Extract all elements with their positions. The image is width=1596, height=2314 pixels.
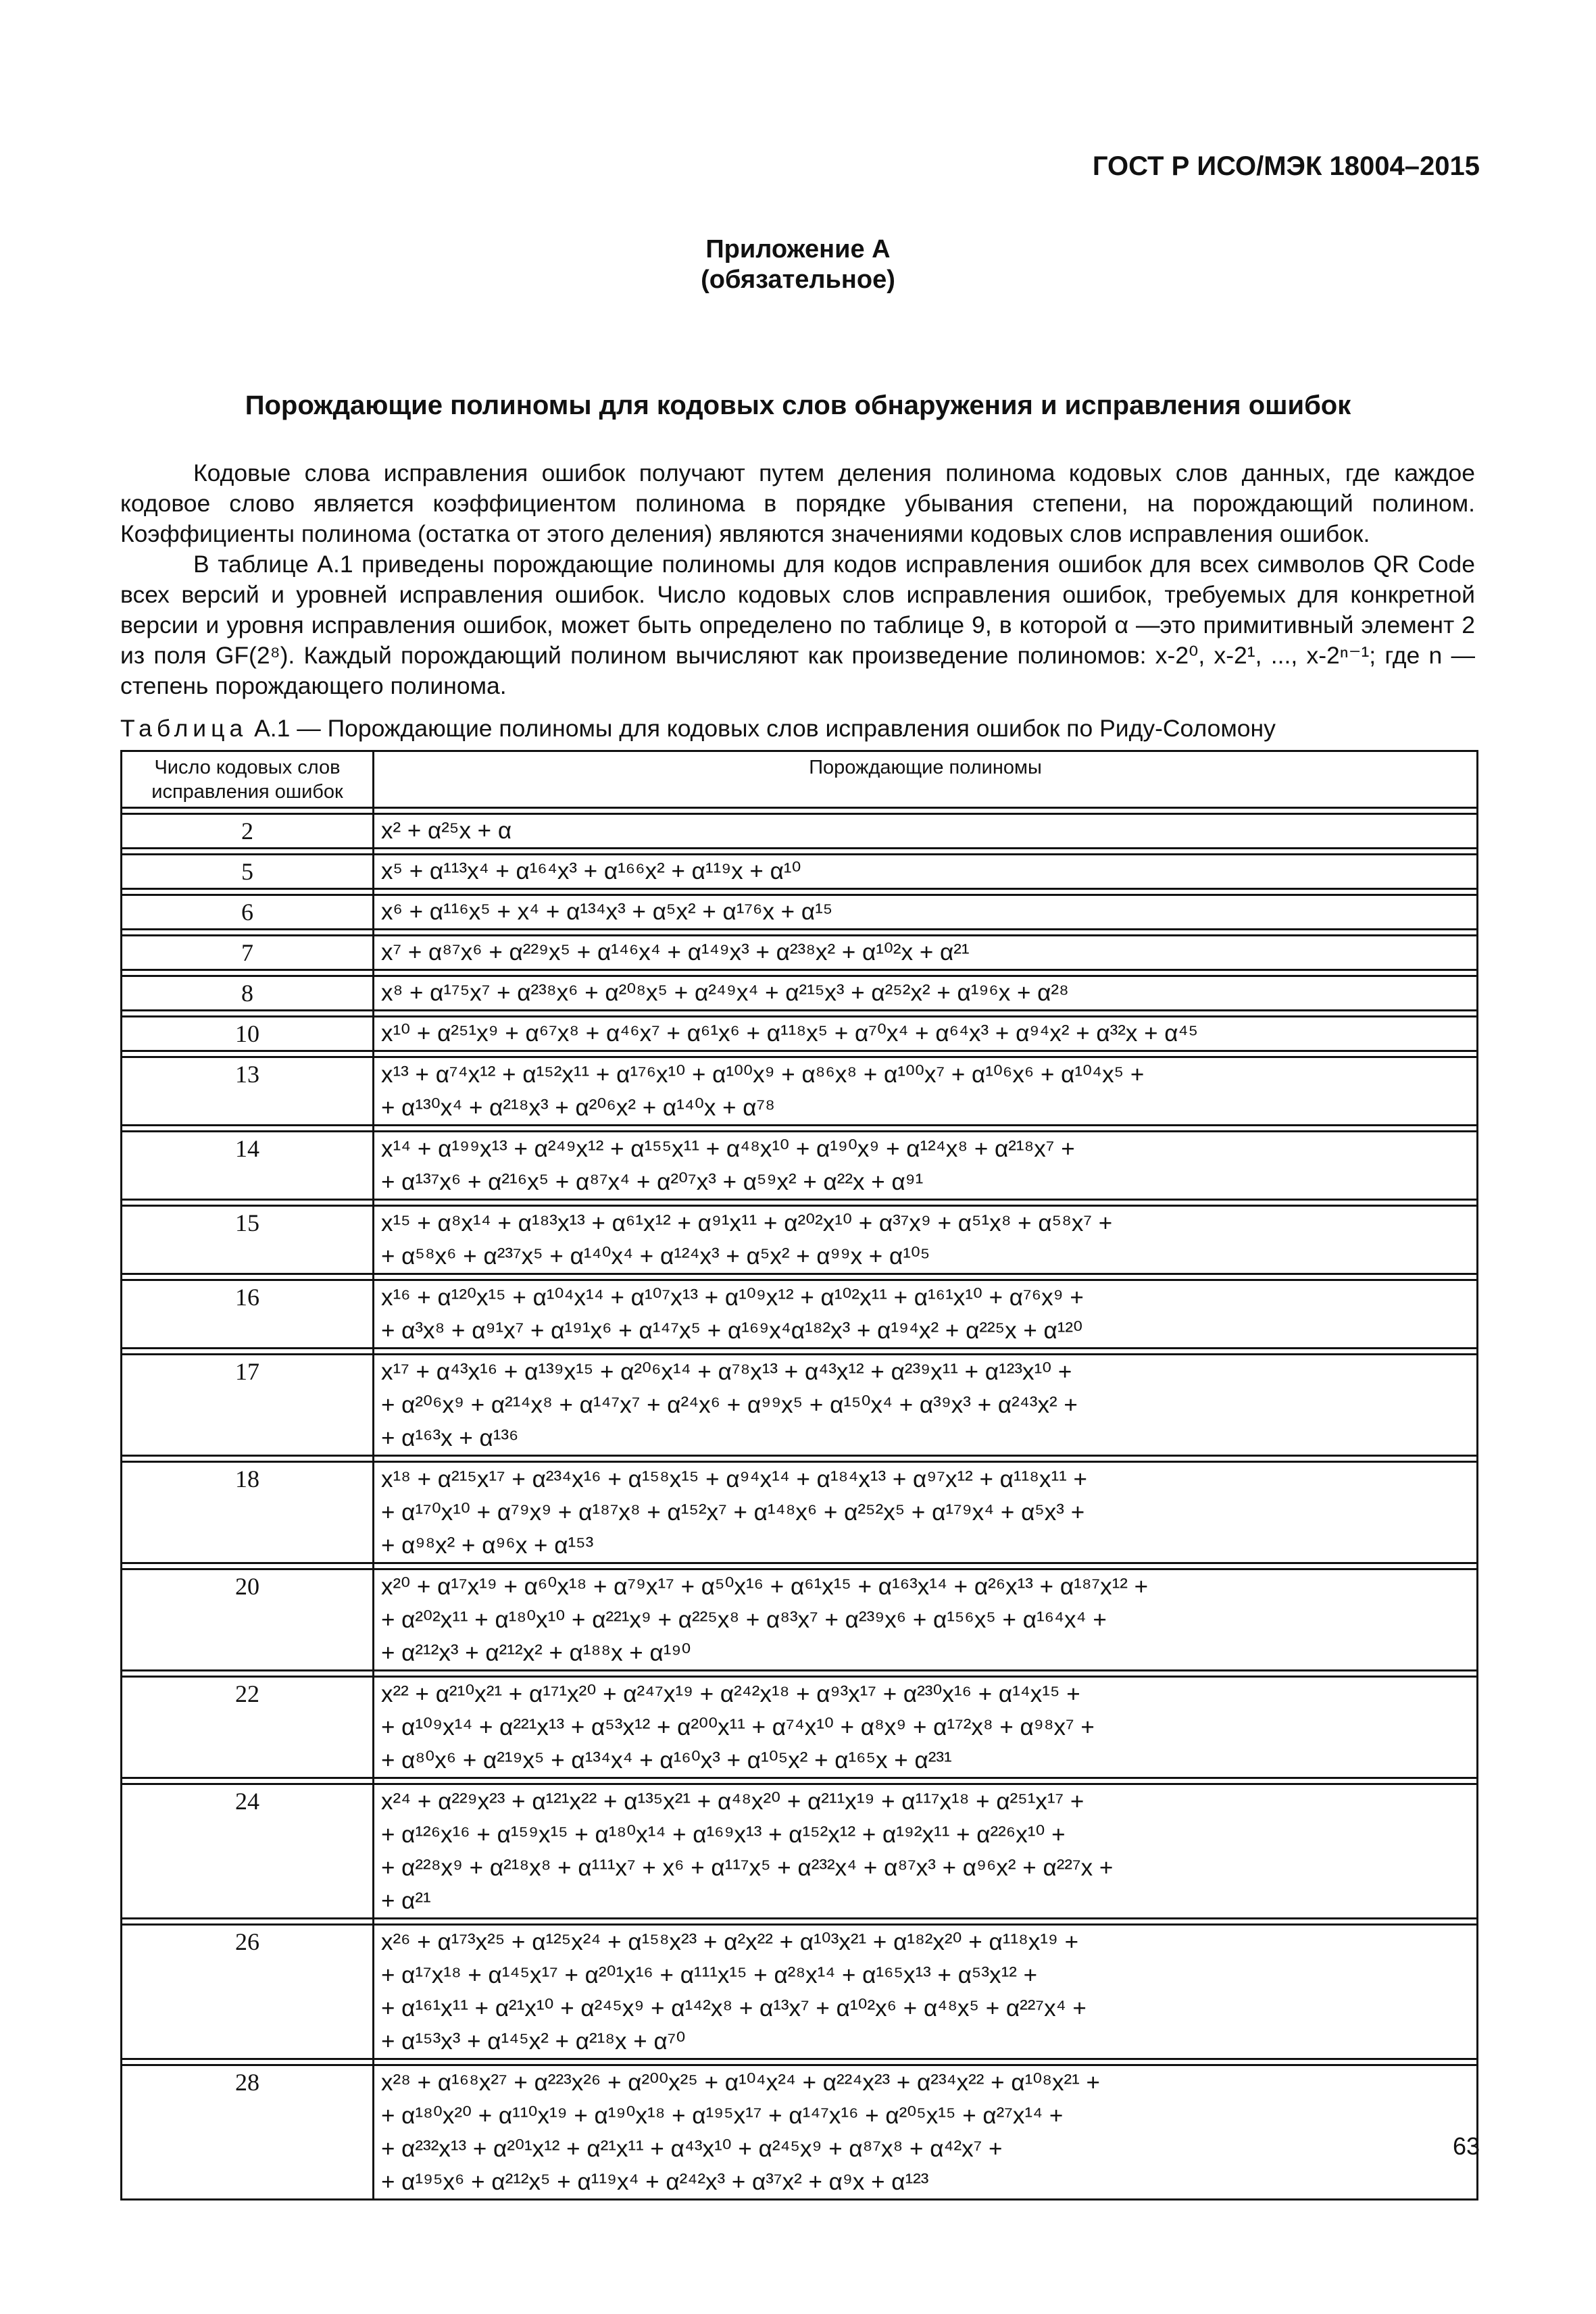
table-row xyxy=(122,814,1478,849)
appendix-title: Приложение А xyxy=(705,235,891,263)
row-separator xyxy=(122,1126,1478,1132)
table-row xyxy=(122,1017,1478,1051)
polynomial-cell: x²⁸ + α¹⁶⁸x²⁷ + α²²³x²⁶ + α²⁰⁰x²⁵ + α¹⁰⁴x²⁴ + α²²⁴x²³ + α²³⁴x²² + α¹⁰⁸x²¹ + + α¹⁸⁰x²⁰ + α¹¹⁰x¹⁹ + α¹⁹⁰x¹⁸ + α¹⁹⁵x¹⁷ + α¹⁴⁷x¹⁶ + α²⁰⁵x¹⁵ + α²⁷x¹⁴ + + α²³²x¹³ + α²⁰¹x¹² + α²¹x¹¹ + α⁴³x¹⁰ + α²⁴⁵x⁹ + α⁸⁷x⁸ + α⁴²x⁷ + + α¹⁹⁵x⁶ + α²¹²x⁵ + α¹¹⁹x⁴ + α²⁴²x³ + α³⁷x² + α⁹x + α¹²³ xyxy=(374,2065,1478,2200)
column-header-polynomials: Порождающие полиномы xyxy=(374,751,1478,808)
codeword-count-cell: 6 xyxy=(122,895,374,930)
polynomial-cell: x¹⁸ + α²¹⁵x¹⁷ + α²³⁴x¹⁶ + α¹⁵⁸x¹⁵ + α⁹⁴x¹⁴ + α¹⁸⁴x¹³ + α⁹⁷x¹² + α¹¹⁸x¹¹ + + α¹⁷⁰x¹⁰ + α⁷⁹x⁹ + α¹⁸⁷x⁸ + α¹⁵²x⁷ + α¹⁴⁸x⁶ + α²⁵²x⁵ + α¹⁷⁹x⁴ + α⁵x³ + + α⁹⁸x² + α⁹⁶x + α¹⁵³ xyxy=(374,1462,1478,1563)
row-separator xyxy=(122,1919,1478,1925)
table-row xyxy=(122,1057,1478,1126)
paragraph: В таблице А.1 приведены порождающие полиномы для кодов исправления ошибок для всех символов QR Code всех версий и уровней исправления ошибок. Число кодовых слов исправления ошибок, требуемых для конкретной версии и уровня исправления ошибок, может быть определено по таблице 9, в которой α —это примитивный элемент 2 из поля GF(2⁸). Каждый порождающий полином вычисляют как произведение полиномов: x-2⁰, x-2¹, ..., x-2ⁿ⁻¹; где n — степень порождающего полинома. xyxy=(120,551,1475,699)
paragraph: Кодовые слова исправления ошибок получают путем деления полинома кодовых слов данных, где каждое кодовое слово является коэффициентом полинома в порядке убывания степени, на порождающий полином. Коэффициенты полинома (остатка от этого деления) являются значениями кодовых слов исправления ошибок. xyxy=(120,459,1475,547)
table-row xyxy=(122,895,1478,930)
codeword-count-cell: 8 xyxy=(122,976,374,1011)
row-separator xyxy=(122,2059,1478,2065)
row-separator xyxy=(122,1778,1478,1784)
row-separator xyxy=(122,930,1478,936)
row-separator xyxy=(122,1274,1478,1280)
polynomial-cell: x¹³ + α⁷⁴x¹² + α¹⁵²x¹¹ + α¹⁷⁶x¹⁰ + α¹⁰⁰x⁹ + α⁸⁶x⁸ + α¹⁰⁰x⁷ + α¹⁰⁶x⁶ + α¹⁰⁴x⁵ + + α¹³⁰x⁴ + α²¹⁸x³ + α²⁰⁶x² + α¹⁴⁰x + α⁷⁸ xyxy=(374,1057,1478,1126)
codeword-count-cell: 2 xyxy=(122,814,374,849)
codeword-count-cell: 14 xyxy=(122,1132,374,1200)
table-row xyxy=(122,936,1478,970)
codeword-count-cell: 5 xyxy=(122,855,374,889)
table-row xyxy=(122,1206,1478,1274)
codeword-count-cell: 20 xyxy=(122,1569,374,1671)
table-caption xyxy=(120,715,1276,743)
codeword-count-cell: 26 xyxy=(122,1925,374,2059)
table-row xyxy=(122,1280,1478,1349)
polynomial-cell: x¹⁴ + α¹⁹⁹x¹³ + α²⁴⁹x¹² + α¹⁵⁵x¹¹ + α⁴⁸x¹⁰ + α¹⁹⁰x⁹ + α¹²⁴x⁸ + α²¹⁸x⁷ + + α¹³⁷x⁶ + α²¹⁶x⁵ + α⁸⁷x⁴ + α²⁰⁷x³ + α⁵⁹x² + α²²x + α⁹¹ xyxy=(374,1132,1478,1200)
table-row xyxy=(122,1569,1478,1671)
table-caption-label: Таблица xyxy=(120,715,248,742)
page-number: 63 xyxy=(1452,2132,1480,2160)
table-row xyxy=(122,1462,1478,1563)
codeword-count-cell: 7 xyxy=(122,936,374,970)
polynomial-cell: x¹⁵ + α⁸x¹⁴ + α¹⁸³x¹³ + α⁶¹x¹² + α⁹¹x¹¹ + α²⁰²x¹⁰ + α³⁷x⁹ + α⁵¹x⁸ + α⁵⁸x⁷ + + α⁵⁸x⁶ + α²³⁷x⁵ + α¹⁴⁰x⁴ + α¹²⁴x³ + α⁵x² + α⁹⁹x + α¹⁰⁵ xyxy=(374,1206,1478,1274)
polynomial-cell: x⁶ + α¹¹⁶x⁵ + x⁴ + α¹³⁴x³ + α⁵x² + α¹⁷⁶x + α¹⁵ xyxy=(374,895,1478,930)
row-separator xyxy=(122,1051,1478,1057)
codeword-count-cell: 10 xyxy=(122,1017,374,1051)
polynomial-cell: x⁸ + α¹⁷⁵x⁷ + α²³⁸x⁶ + α²⁰⁸x⁵ + α²⁴⁹x⁴ + α²¹⁵x³ + α²⁵²x² + α¹⁹⁶x + α²⁸ xyxy=(374,976,1478,1011)
codeword-count-cell: 28 xyxy=(122,2065,374,2200)
row-separator xyxy=(122,1456,1478,1462)
table-row xyxy=(122,1355,1478,1456)
row-separator xyxy=(122,808,1478,814)
polynomial-cell: x¹⁶ + α¹²⁰x¹⁵ + α¹⁰⁴x¹⁴ + α¹⁰⁷x¹³ + α¹⁰⁹x¹² + α¹⁰²x¹¹ + α¹⁶¹x¹⁰ + α⁷⁶x⁹ + + α³x⁸ + α⁹¹x⁷ + α¹⁹¹x⁶ + α¹⁴⁷x⁵ + α¹⁶⁹x⁴α¹⁸²x³ + α¹⁹⁴x² + α²²⁵x + α¹²⁰ xyxy=(374,1280,1478,1349)
codeword-count-cell: 22 xyxy=(122,1677,374,1778)
table-row xyxy=(122,1677,1478,1778)
table-row xyxy=(122,2065,1478,2200)
row-separator xyxy=(122,970,1478,976)
section-title: Порождающие полиномы для кодовых слов обнаружения и исправления ошибок xyxy=(245,391,1351,420)
polynomial-cell: x⁵ + α¹¹³x⁴ + α¹⁶⁴x³ + α¹⁶⁶x² + α¹¹⁹x + α¹⁰ xyxy=(374,855,1478,889)
codeword-count-cell: 16 xyxy=(122,1280,374,1349)
row-separator xyxy=(122,1563,1478,1569)
codeword-count-cell: 13 xyxy=(122,1057,374,1126)
polynomial-cell: x²⁴ + α²²⁹x²³ + α¹²¹x²² + α¹³⁵x²¹ + α⁴⁸x²⁰ + α²¹¹x¹⁹ + α¹¹⁷x¹⁸ + α²⁵¹x¹⁷ + + α¹²⁶x¹⁶ + α¹⁵⁹x¹⁵ + α¹⁸⁰x¹⁴ + α¹⁶⁹x¹³ + α¹⁵²x¹² + α¹⁹²x¹¹ + α²²⁶x¹⁰ + + α²²⁸x⁹ + α²¹⁸x⁸ + α¹¹¹x⁷ + x⁶ + α¹¹⁷x⁵ + α²³²x⁴ + α⁸⁷x³ + α⁹⁶x² + α²²⁷x + + α²¹ xyxy=(374,1784,1478,1919)
table-row xyxy=(122,976,1478,1011)
table-row xyxy=(122,1784,1478,1919)
row-separator xyxy=(122,1671,1478,1677)
body-text xyxy=(120,458,1475,701)
codeword-count-cell: 18 xyxy=(122,1462,374,1563)
codeword-count-cell: 17 xyxy=(122,1355,374,1456)
table-row xyxy=(122,1925,1478,2059)
polynomial-cell: x²² + α²¹⁰x²¹ + α¹⁷¹x²⁰ + α²⁴⁷x¹⁹ + α²⁴²x¹⁸ + α⁹³x¹⁷ + α²³⁰x¹⁶ + α¹⁴x¹⁵ + + α¹⁰⁹x¹⁴ + α²²¹x¹³ + α⁵³x¹² + α²⁰⁰x¹¹ + α⁷⁴x¹⁰ + α⁸x⁹ + α¹⁷²x⁸ + α⁹⁸x⁷ + + α⁸⁰x⁶ + α²¹⁹x⁵ + α¹³⁴x⁴ + α¹⁶⁰x³ + α¹⁰⁵x² + α¹⁶⁵x + α²³¹ xyxy=(374,1677,1478,1778)
polynomial-cell: x¹⁰ + α²⁵¹x⁹ + α⁶⁷x⁸ + α⁴⁶x⁷ + α⁶¹x⁶ + α¹¹⁸x⁵ + α⁷⁰x⁴ + α⁶⁴x³ + α⁹⁴x² + α³²x + α⁴⁵ xyxy=(374,1017,1478,1051)
table-caption-text: А.1 — Порождающие полиномы для кодовых слов исправления ошибок по Риду-Соломону xyxy=(254,715,1276,742)
codeword-count-cell: 24 xyxy=(122,1784,374,1919)
row-separator xyxy=(122,1200,1478,1206)
row-separator xyxy=(122,1011,1478,1017)
codeword-count-cell: 15 xyxy=(122,1206,374,1274)
document-id: ГОСТ Р ИСО/МЭК 18004–2015 xyxy=(1092,151,1480,181)
row-separator xyxy=(122,1349,1478,1355)
polynomial-cell: x⁷ + α⁸⁷x⁶ + α²²⁹x⁵ + α¹⁴⁶x⁴ + α¹⁴⁹x³ + α²³⁸x² + α¹⁰²x + α²¹ xyxy=(374,936,1478,970)
row-separator xyxy=(122,849,1478,855)
polynomial-cell: x¹⁷ + α⁴³x¹⁶ + α¹³⁹x¹⁵ + α²⁰⁶x¹⁴ + α⁷⁸x¹³ + α⁴³x¹² + α²³⁹x¹¹ + α¹²³x¹⁰ + + α²⁰⁶x⁹ + α²¹⁴x⁸ + α¹⁴⁷x⁷ + α²⁴x⁶ + α⁹⁹x⁵ + α¹⁵⁰x⁴ + α³⁹x³ + α²⁴³x² + + α¹⁶³x + α¹³⁶ xyxy=(374,1355,1478,1456)
row-separator xyxy=(122,889,1478,895)
polynomial-cell: x²⁰ + α¹⁷x¹⁹ + α⁶⁰x¹⁸ + α⁷⁹x¹⁷ + α⁵⁰x¹⁶ + α⁶¹x¹⁵ + α¹⁶³x¹⁴ + α²⁶x¹³ + α¹⁸⁷x¹² + + α²⁰²x¹¹ + α¹⁸⁰x¹⁰ + α²²¹x⁹ + α²²⁵x⁸ + α⁸³x⁷ + α²³⁹x⁶ + α¹⁵⁶x⁵ + α¹⁶⁴x⁴ + + α²¹²x³ + α²¹²x² + α¹⁸⁸x + α¹⁹⁰ xyxy=(374,1569,1478,1671)
table-body xyxy=(122,808,1478,2200)
column-header-count: Число кодовых слов исправления ошибок xyxy=(122,751,374,808)
generator-polynomials-table xyxy=(120,750,1478,2200)
polynomial-cell: x² + α²⁵x + α xyxy=(374,814,1478,849)
table-row xyxy=(122,855,1478,889)
appendix-status: (обязательное) xyxy=(701,266,895,294)
table-header-row xyxy=(122,751,1478,808)
polynomial-cell: x²⁶ + α¹⁷³x²⁵ + α¹²⁵x²⁴ + α¹⁵⁸x²³ + α²x²² + α¹⁰³x²¹ + α¹⁸²x²⁰ + α¹¹⁸x¹⁹ + + α¹⁷x¹⁸ + α¹⁴⁵x¹⁷ + α²⁰¹x¹⁶ + α¹¹¹x¹⁵ + α²⁸x¹⁴ + α¹⁶⁵x¹³ + α⁵³x¹² + + α¹⁶¹x¹¹ + α²¹x¹⁰ + α²⁴⁵x⁹ + α¹⁴²x⁸ + α¹³x⁷ + α¹⁰²x⁶ + α⁴⁸x⁵ + α²²⁷x⁴ + + α¹⁵³x³ + α¹⁴⁵x² + α²¹⁸x + α⁷⁰ xyxy=(374,1925,1478,2059)
table-row xyxy=(122,1132,1478,1200)
